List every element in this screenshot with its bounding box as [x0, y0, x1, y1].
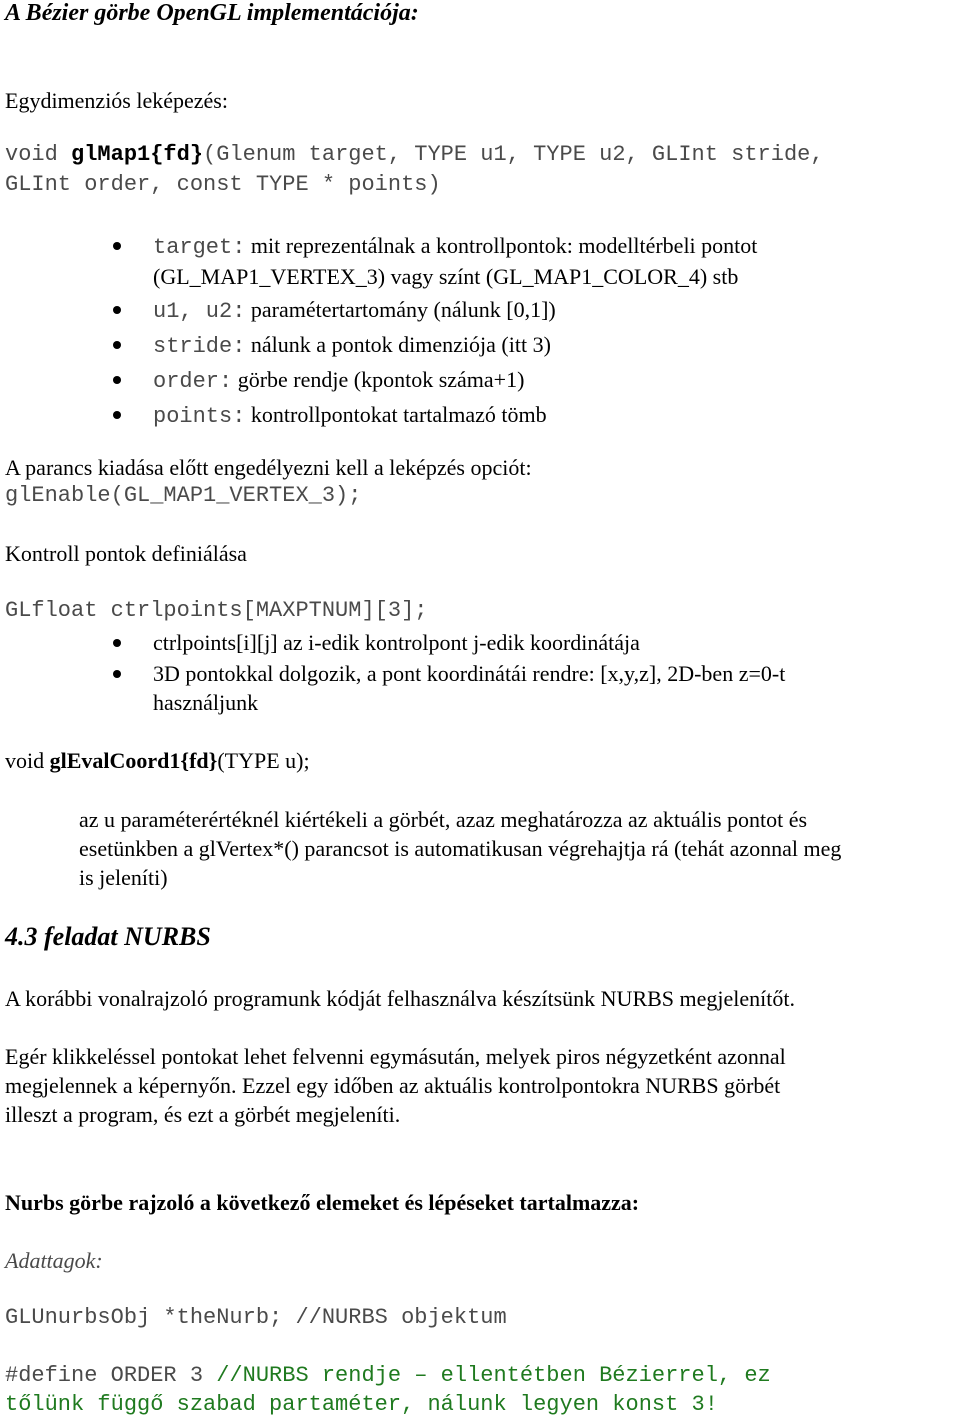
nurbs-task-heading: 4.3 feladat NURBS [5, 922, 211, 951]
signature-void: void [5, 142, 72, 167]
param-code: stride: [153, 334, 246, 359]
eval-func-name: glEvalCoord1{fd} [49, 748, 218, 773]
signature-args-1: (Glenum target, TYPE u1, TYPE u2, GLInt stride, [203, 142, 824, 167]
define-order-code [5, 1361, 960, 1390]
nurbs-object-code: GLUnurbsObj *theNurb; //NURBS objektum [5, 1305, 507, 1330]
bullet-icon [113, 670, 121, 678]
ctrlpoints-bullets [0, 628, 960, 717]
param-item-order [0, 365, 960, 396]
list-item [0, 628, 960, 657]
desc-line: is jeleníti) [79, 865, 168, 890]
define-order-comment-cont: tőlünk függő szabad partaméter, nálunk legyen konst 3! [5, 1392, 718, 1417]
define-statement: #define ORDER 3 [5, 1363, 217, 1388]
bullet-icon [113, 639, 121, 647]
nurbs-description-paragraph [5, 1042, 960, 1129]
paragraph-line: illeszt a program, és ezt a görbét megjeleníti. [5, 1102, 401, 1127]
bullet-icon [113, 376, 121, 384]
enable-code: glEnable(GL_MAP1_VERTEX_3); [5, 483, 362, 508]
list-item-text-cont: használjunk [153, 690, 259, 715]
param-list [0, 231, 960, 431]
param-code: points: [153, 404, 246, 429]
param-code: order: [153, 369, 233, 394]
param-item-points [0, 400, 960, 431]
document-title: A Bézier görbe OpenGL implementációja: [5, 0, 419, 26]
list-item [0, 659, 960, 717]
bullet-icon [113, 306, 121, 314]
bullet-icon [113, 341, 121, 349]
paragraph-line: Egér klikkeléssel pontokat lehet felvenni egymásután, melyek piros négyzetként azonnal [5, 1044, 786, 1069]
enable-paragraph: A parancs kiadása előtt engedélyezni kell a leképzés opciót: [5, 455, 532, 480]
section-heading-control-points: Kontroll pontok definiálása [5, 541, 247, 566]
glmap1-signature-line1 [5, 140, 960, 169]
data-members-label: Adattagok: [5, 1248, 103, 1273]
nurbs-steps-heading: Nurbs görbe rajzoló a következő elemeket és lépéseket tartalmazza: [5, 1190, 640, 1215]
param-code: u1, u2: [153, 299, 246, 324]
bullet-icon [113, 242, 121, 250]
glevalcoord-description [79, 805, 960, 892]
param-desc: kontrollpontokat tartalmazó tömb [250, 402, 547, 427]
glmap1-signature-line2: GLInt order, const TYPE * points) [5, 172, 441, 197]
list-item-text: ctrlpoints[i][j] az i-edik kontrolpont j-edik koordinátája [153, 630, 640, 655]
ctrlpoints-declaration: GLfloat ctrlpoints[MAXPTNUM][3]; [5, 598, 428, 623]
desc-line: esetünkben a glVertex*() parancsot is automatikusan végrehajtja rá (tehát azonnal meg [79, 836, 842, 861]
eval-args: (TYPE u); [217, 748, 310, 773]
param-code: target: [153, 235, 246, 260]
glevalcoord-signature [5, 746, 960, 775]
param-desc: görbe rendje (kpontok száma+1) [237, 367, 525, 392]
param-desc: nálunk a pontok dimenziója (itt 3) [250, 332, 551, 357]
param-desc: paramétertartomány (nálunk [0,1]) [250, 297, 556, 322]
paragraph-line: megjelennek a képernyőn. Ezzel egy időben az aktuális kontrolpontokra NURBS görbét [5, 1073, 781, 1098]
param-item-u1u2 [0, 295, 960, 326]
param-desc: mit reprezentálnak a kontrollpontok: modelltérbeli pontot [250, 233, 758, 258]
section-heading-mapping: Egydimenziós leképezés: [5, 88, 228, 113]
eval-void: void [5, 748, 50, 773]
desc-line: az u paraméterértéknél kiértékeli a görbét, azaz meghatározza az aktuális pontot és [79, 807, 808, 832]
param-desc-cont: (GL_MAP1_VERTEX_3) vagy színt (GL_MAP1_COLOR_4) stb [153, 264, 739, 289]
nurbs-intro-paragraph: A korábbi vonalrajzoló programunk kódját felhasználva készítsünk NURBS megjelenítőt. [5, 986, 795, 1011]
code-comment: //NURBS rendje – ellentétben Bézierrel, ez [216, 1363, 771, 1388]
param-item-target [0, 231, 960, 291]
param-item-stride [0, 330, 960, 361]
bullet-icon [113, 411, 121, 419]
list-item-text: 3D pontokkal dolgozik, a pont koordinátái rendre: [x,y,z], 2D-ben z=0-t [153, 661, 786, 686]
signature-func-name: glMap1{fd} [71, 142, 204, 167]
